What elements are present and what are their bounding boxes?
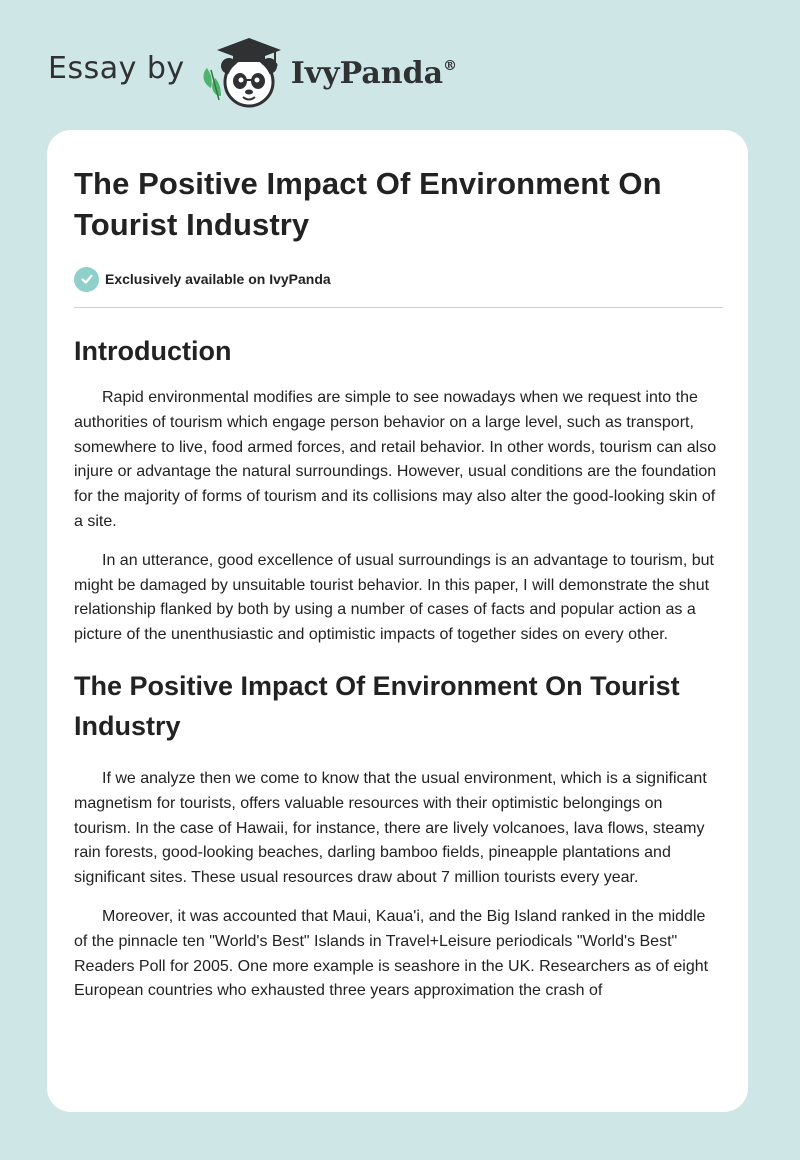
section-heading: Introduction <box>74 336 232 366</box>
site-header <box>48 34 548 110</box>
exclusive-text: Exclusively available on IvyPanda <box>105 271 331 287</box>
panda-logo-icon <box>199 34 283 110</box>
page-title: The Positive Impact Of Environment On Tourist Industry <box>74 166 662 242</box>
check-icon <box>74 267 99 292</box>
essay-card <box>47 130 748 1112</box>
paragraph: In an utterance, good excellence of usual surroundings is an advantage to tourism, but might be damaged by unsuitable tourist behavior. In this paper, I will demonstrate the shut relationship flanked by both by using a number of cases of facts and popular action as a picture of the unenthusiastic and optimistic impacts of together sides on every other. <box>74 551 714 644</box>
exclusive-badge <box>74 266 722 292</box>
paragraph: Moreover, it was accounted that Maui, Kaua'i, and the Big Island ranked in the middle of the pinnacle ten "World's Best" Islands in Travel+Leisure periodicals "World's Best" Readers Poll for 2005. One more example is seashore in the UK. Researchers as of eight European countries who exhausted three years approximation the crash of <box>74 907 709 1000</box>
essay-by-label: Essay by <box>48 50 185 86</box>
paragraph: Rapid environmental modifies are simple to see nowadays when we request into the authorities of tourism which engage person behavior on a large level, such as transport, somewhere to live, food armed forces, and retail behavior. In other words, tourism can also injure or advantage the natural surroundings. However, usual conditions are the foundation for the majority of forms of tourism and its collisions may also alter the good-looking skin of a site. <box>74 389 717 530</box>
section-heading: The Positive Impact Of Environment On Tourist Industry <box>74 670 680 741</box>
divider <box>74 307 723 308</box>
brand-name[interactable]: IvyPanda® <box>290 55 458 91</box>
paragraph: If we analyze then we come to know that the usual environment, which is a significant magnetism for tourists, offers valuable resources with their optimistic belongings on tourism. In the case of Hawaii, for instance, there are lively volcanoes, lava flows, steamy rain forests, good-looking beaches, darling bamboo fields, pineapple plantations and significant sites. These usual resources draw about 7 million tourists every year. <box>74 769 707 887</box>
